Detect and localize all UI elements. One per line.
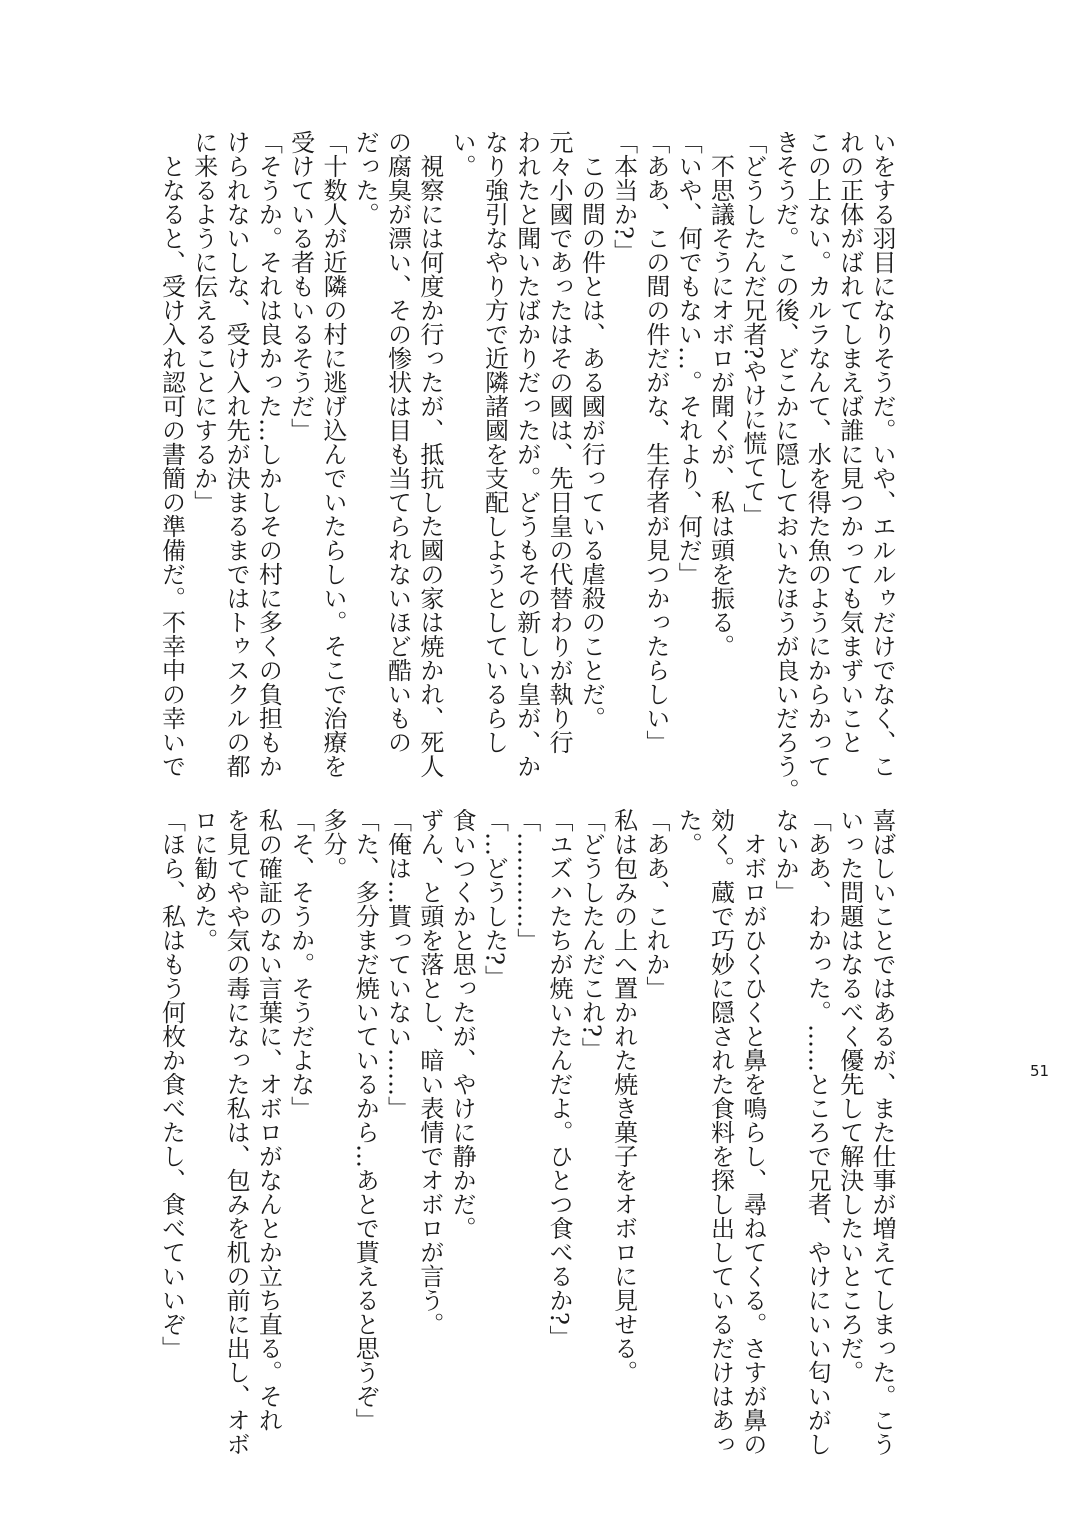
text-column: 「そうか。それは良かった…しかしその村に多くの負担もか [254, 130, 283, 778]
text-column: 食いつくかと思ったが、やけに静かだ。 [448, 808, 477, 1240]
text-column: となると、受け入れ認可の書簡の準備だ。不幸中の幸いで [157, 130, 186, 778]
text-column: いった問題はなるべく優先して解決したいところだ。 [835, 808, 864, 1384]
text-column: 受けている者もいるそうだ」 [286, 130, 315, 442]
text-column: だった。 [351, 130, 380, 226]
text-column: 「そ、そうか。そうだよな」 [286, 808, 315, 1120]
text-column: オボロがひくひくと鼻を鳴らし、尋ねてくる。さすが鼻の [738, 808, 767, 1456]
text-column: ずん、と頭を落とし、暗い表情でオボロが言う。 [415, 808, 444, 1336]
text-column: 元々小國であったはその國は、先日皇の代替わりが執り行 [545, 130, 574, 754]
text-column: きそうだ。この後、どこかに隠しておいたほうが良いだろう。 [771, 130, 800, 802]
text-column: 私の確証のない言葉に、オボロがなんとか立ち直る。それ [254, 808, 283, 1432]
text-column: を見てやや気の毒になった私は、包みを机の前に出し、オボ [222, 808, 251, 1456]
text-column: の腐臭が漂い、その惨状は目も当てられないほど酷いもの [383, 130, 412, 754]
text-column: れの正体がばれてしまえば誰に見つかっても気まずいこと [835, 130, 864, 754]
text-column: この間の件とは、ある國が行っている虐殺のことだ。 [577, 130, 606, 730]
text-column: 視察には何度か行ったが、抵抗した國の家は焼かれ、死人 [415, 130, 444, 778]
text-column: いをする羽目になりそうだ。いや、エルルゥだけでなく、こ [868, 130, 896, 778]
text-column: 「…どうした?」 [480, 808, 509, 989]
text-column: われたと聞いたばかりだったが。どうもその新しい皇が、か [512, 130, 541, 778]
text-column: 多分。 [318, 808, 347, 880]
text-column: 「ああ、これか」 [641, 808, 670, 1000]
text-column: 「ユズハたちが焼いたんだよ。ひとつ食べるか?」 [545, 808, 574, 1349]
text-column: た。 [674, 808, 703, 856]
text-column: 「ほら、私はもう何枚か食べたし、食べていいぞ」 [157, 808, 186, 1360]
text-column: 私は包みの上へ置かれた焼き菓子をオボロに見せる。 [609, 808, 638, 1384]
top-text-block [153, 130, 898, 802]
text-column: 「どうしたんだ兄者?やけに慌てて」 [738, 130, 767, 527]
text-column: 「俺は…貰っていない……」 [383, 808, 412, 1120]
text-column: に来るように伝えることにするか」 [189, 130, 218, 514]
text-column: 「た、多分まだ焼いているから…あとで貰えると思うぞ」 [351, 808, 380, 1432]
text-column: 喜ばしいことではあるが、また仕事が増えてしまった。こう [868, 808, 896, 1456]
text-column: けられないしな、受け入れ先が決まるまではトゥスクルの都 [222, 130, 251, 778]
text-column: 「どうしたんだこれ?」 [577, 808, 606, 1061]
text-column: 「いや、何でもない…。それより、何だ」 [674, 130, 703, 586]
text-column: 「ああ、この間の件だがな、生存者が見つかったらしい」 [641, 130, 670, 754]
bottom-text-block [153, 808, 898, 1456]
text-column: い。 [448, 130, 477, 178]
text-column: 不思議そうにオボロが聞くが、私は頭を振る。 [706, 130, 735, 658]
text-column: この上ない。カルラなんて、水を得た魚のようにからかって [803, 130, 832, 778]
page-number: 51 [1030, 1062, 1050, 1080]
text-column: 「十数人が近隣の村に逃げ込んでいたらしい。そこで治療を [318, 130, 347, 778]
text-column: 「ああ、わかった。……ところで兄者、やけにいい匂いがし [803, 808, 832, 1456]
text-column: 「…………」 [512, 808, 541, 952]
text-column: ロに勧めた。 [189, 808, 218, 952]
text-column: なり強引なやり方で近隣諸國を支配しようとしているらし [480, 130, 509, 754]
text-column: ないか」 [771, 808, 800, 904]
text-column: 効く。蔵で巧妙に隠された食料を探し出しているだけはあっ [706, 808, 735, 1456]
text-column: 「本当か?」 [609, 130, 638, 263]
